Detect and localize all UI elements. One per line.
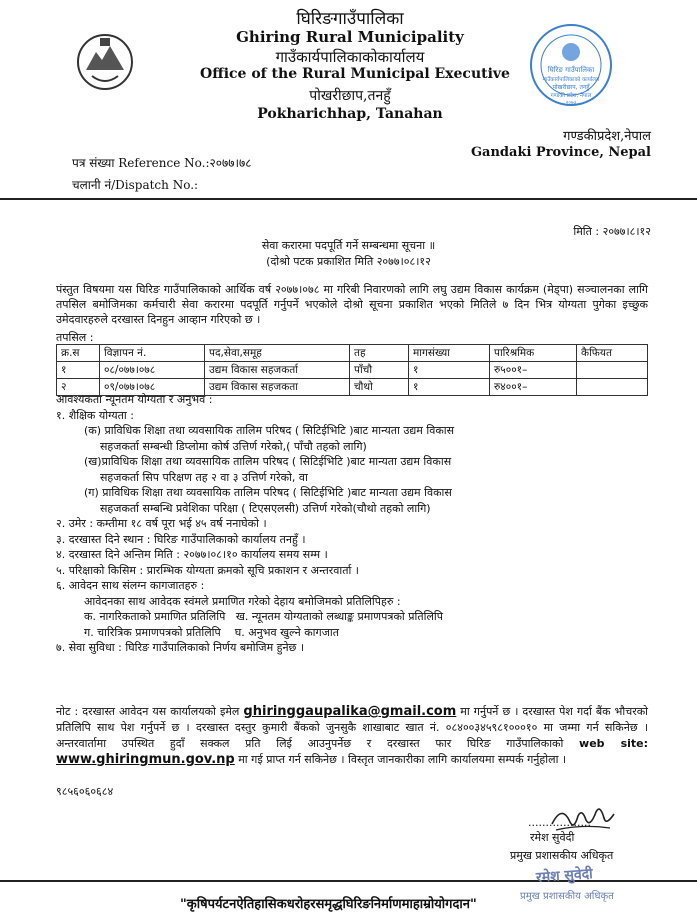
cell-post: उद्यम विकास सहजकता	[205, 379, 350, 396]
req-docs-list-2: ग. चारित्रिक प्रमाणपत्रको प्रतिलिपि घ. अनुभव खुल्ने कागजात	[84, 625, 339, 639]
req-place: ३. दरखास्त दिने स्थान : घिरिङ गाउँपालिकाको कार्यालय तनहुँ ।	[56, 532, 306, 546]
req-exam: ५. परिक्षाको किसिम : प्रारम्भिक योग्यता क्रमको सूचि प्रकाशन र अन्तरवार्ता ।	[56, 563, 359, 577]
contact-phone: ९८५६०६०६८४	[56, 785, 114, 798]
col-ad-number: विज्ञापन नं.	[100, 345, 205, 362]
req-edu-b-line2: सहजकर्ता सिप परिक्षण तह २ वा ३ उत्तिर्ण गरेको, वा	[100, 470, 308, 484]
req-edu-a-line1: (क) प्राविधिक शिक्षा तथा व्यवसायिक तालिम परिषद ( सिटिईभिटि )बाट मान्यता उद्यम विकास	[84, 424, 455, 437]
seal-text-5: २०७३	[565, 100, 577, 106]
note-prefix: नोट : दरखास्त आवेदन यस कार्यालयको इमेल	[56, 705, 244, 718]
req-education: १. शैक्षिक योग्यता :	[56, 408, 134, 422]
address-np: पोखरीछाप,तनहुँ	[309, 88, 391, 104]
cell-salary: रु५००१–	[490, 362, 577, 379]
req-edu-c-line2: सहजकर्ता सम्बन्धि प्रवेशिका परिक्षा ( टिएसएलसी) उत्तिर्ण गरेको(चौथो तहको लागि)	[100, 501, 431, 515]
col-serial: क्र.स	[57, 345, 100, 362]
req-facility: ७. सेवा सुविधा : घिरिङ गाउँपालिकाको निर्णय बमोजिम हुनेछ ।	[56, 641, 304, 654]
notice-subject	[0, 238, 697, 270]
office-name-np: गाउँकार्यपालिकाकोकार्यालय	[275, 48, 425, 66]
schedule-label: तपसिल :	[56, 331, 94, 344]
header-divider	[0, 198, 697, 200]
subject-subtitle: (दोश्रो पटक प्रकाशित मिति २०७७।०८।१२	[266, 255, 431, 268]
municipality-name-en: Ghiring Rural Municipality	[236, 28, 464, 46]
req-edu-b-line1: (ख)प्राविधिक शिक्षा तथा व्यवसायिक तालिम परिषद ( सिटिईभिटि )बाट मान्यता उद्यम विकास	[84, 455, 452, 468]
req-docs: ६. आवेदन साथ संलग्न कागजातहरु :	[56, 579, 205, 592]
seal-text-2: गाउँकार्यपालिकाको कार्यालय	[542, 77, 600, 83]
req-edu-a-line2: सहजकर्ता सम्बन्धी डिप्लोमा कोर्ष उत्तिर्ण गरेको,( पाँचौ तहको लागि)	[100, 439, 367, 453]
req-age: २. उमेर : कम्तीमा १८ वर्ष पूरा भई ४५ वर्ष ननाघेको ।	[56, 517, 267, 530]
signatory-title: प्रमुख प्रशासकीय अधिकृत	[510, 849, 614, 862]
province-en: Gandaki Province, Nepal	[470, 145, 651, 160]
seal-text-1: घिरिङ गाउँपालिका	[547, 66, 595, 74]
req-docs-list-1: क. नागरिकताको प्रमाणित प्रतिलिपि ख. न्यूनतम योग्यताको लब्धाङ्क प्रमाणपत्रको प्रतिलिपि	[84, 610, 444, 623]
website-link[interactable]: www.ghiringmun.gov.np	[56, 752, 235, 767]
municipality-name-np: घिरिङगाउँपालिका	[296, 9, 404, 29]
seal-text-3: पोखरीछाप, तनहुँ	[552, 84, 590, 91]
vacancy-table	[56, 344, 648, 396]
col-demand: मागसंख्या	[409, 345, 490, 362]
notice-date: मिति : २०७७।८।१२	[573, 225, 651, 238]
address-en: Pokharichhap, Tanahan	[257, 106, 443, 122]
col-level: तह	[350, 345, 409, 362]
cell-ad-number: ०८/०७७।०७८	[100, 362, 205, 379]
table-header-row	[57, 345, 648, 362]
note-paragraph	[56, 704, 648, 768]
dispatch-number: चलानी नं/Dispatch No.:	[72, 178, 199, 192]
cell-ad-number: ०९/०७७।०७८	[100, 379, 205, 396]
cell-post: उद्यम विकास सहजकर्ता	[205, 362, 350, 379]
signature-dots: ..................	[528, 816, 591, 829]
cell-remarks	[577, 362, 648, 379]
cell-level: चौथो	[350, 379, 409, 396]
office-name-en: Office of the Rural Municipal Executive	[200, 66, 510, 82]
cell-demand: १	[409, 362, 490, 379]
name-stamp: रमेश सुवेदी	[535, 866, 594, 886]
intro-paragraph: पंस्तुत विषयमा यस घिरिङ गाउँपालिकाको आर्थिक वर्ष २०७७।०७८ मा गरिबी निवारणको लागि लघु उद्यम विकास कार्यक्रम (मेड्पा) सञ्चालनका लागि तपसिल बमोजिमका कर्मचारी सेवा करारमा पदपूर्ति गर्नुपर्ने भएकोले दोश्रो सूचना प्रकाशित भएको मितिले ७ दिन भित्र योग्यता पुगेका इच्छुक उमेदवारहरुले दरखास्त दिनहुन आव्हान गरिएको छ ।	[56, 283, 648, 326]
cell-level: पाँचौ	[350, 362, 409, 379]
email-link[interactable]: ghiringgaupalika@gmail.com	[243, 704, 457, 719]
req-deadline: ४. दरखास्त दिने अन्तिम मिति : २०७७।०८।१० कार्यालय समय सम्म ।	[56, 548, 328, 561]
footer-slogan: "कृषिपर्यटनऐतिहासिकधरोहरसमृद्धघिरिङनिर्माणमाहाम्रोयोगदान"	[180, 897, 477, 912]
title-stamp: प्रमुख प्रशासकीय अधिकृत	[520, 891, 614, 902]
req-docs-intro: आवेदनका साथ आवेदक स्वंमले प्रमाणित गरेको देहाय बमोजिमको प्रतिलिपिहरु :	[84, 594, 401, 608]
province-np: गण्डकीप्रदेश,नेपाल	[563, 129, 651, 144]
nepal-emblem-logo	[74, 30, 136, 94]
requirements-section	[56, 392, 656, 656]
col-salary: पारिश्रमिक	[490, 345, 577, 362]
table-row	[57, 362, 648, 379]
cell-demand: १	[409, 379, 490, 396]
col-remarks: कैफियत	[577, 345, 648, 362]
note-middle: मा गर्नुपर्ने छ । दरखास्त पेश गर्दा बैंक भौचरको प्रतिलिपि साथ पेश गर्नुपर्ने छ । दरखास्त दस्तुर कुमारी बैंकको जुनसुकै शाखाबाट खात नं. ०८४००३४५९८१०००१० मा जम्मा गर्न सकिनेछ । अन्तरवार्तामा उपस्थित हुदाँ सक्कल प्रति लिई आउनुपर्नेछ र दरखास्त फार घिरिङ गाउँपालिकाको	[56, 705, 648, 750]
signatory-name: रमेश सुवेदी	[530, 831, 575, 844]
req-edu-c-line1: (ग) प्राविधिक शिक्षा तथा व्यवसायिक तालिम परिषद ( सिटिईभिटि )बाट मान्यता उद्यम विकास	[84, 486, 452, 499]
note-suffix: मा गई प्राप्त गर्न सकिनेछ । विस्तृत जानकारीका लागि कार्यालयमा सम्पर्क गर्नुहोला ।	[234, 753, 567, 766]
col-post: पद,सेवा,समूह	[205, 345, 350, 362]
cell-serial: २	[57, 379, 100, 396]
seal-text-4: गण्डकी प्रदेश, नेपाल	[550, 93, 592, 99]
cell-serial: १	[57, 362, 100, 379]
cell-salary: रु४००१–	[490, 379, 577, 396]
reference-number: पत्र संख्या Reference No.:२०७७।७८	[72, 156, 252, 170]
subject-title: सेवा करारमा पदपूर्ति गर्ने सम्बन्धमा सूचना ॥	[261, 239, 436, 252]
website-label: web site:	[579, 737, 648, 750]
requirements-heading: आवश्यकता न्यूनतम योग्यता र अनुभव :	[56, 393, 213, 406]
